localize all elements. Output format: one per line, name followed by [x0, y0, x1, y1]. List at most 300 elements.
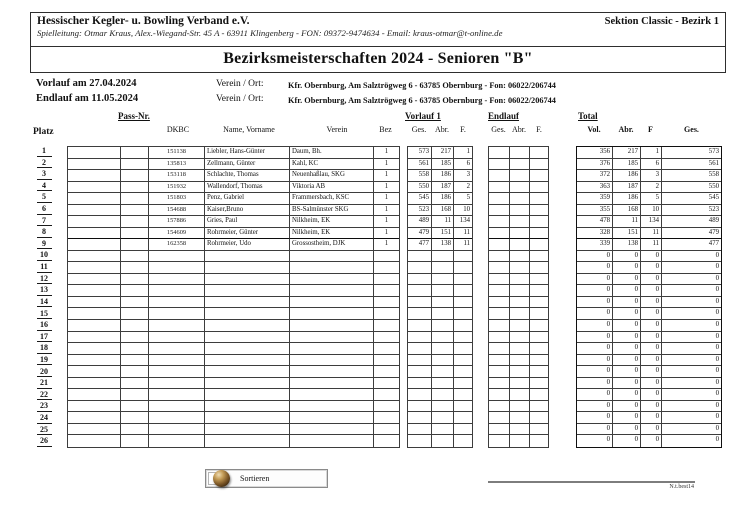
- cell-vorlauf-f: [454, 401, 472, 413]
- cell-endlauf-abr: [510, 412, 530, 424]
- cell-total-ges: 0: [662, 320, 721, 332]
- cell-vorlauf-abr: 11: [432, 216, 454, 228]
- cell-endlauf-abr: [510, 193, 530, 205]
- header-box: [30, 12, 726, 73]
- table-row: [30, 262, 58, 274]
- cell-endlauf-f: [530, 159, 548, 171]
- table-row: [577, 355, 721, 367]
- footer-rule: [488, 481, 695, 483]
- cell-dkbc: [149, 401, 205, 413]
- cell-total-f: 0: [641, 274, 662, 286]
- cell-total-abr: 0: [613, 285, 641, 297]
- cell-bez: [374, 366, 399, 378]
- cell-vorlauf-f: 11: [454, 228, 472, 240]
- table-row: [577, 182, 721, 194]
- cell-vorlauf-ges: 558: [408, 170, 432, 182]
- col-header-vorlauf-f: F.: [460, 125, 466, 134]
- cell-total-f: 0: [641, 308, 662, 320]
- platz-cell: 23: [37, 401, 52, 412]
- entry-box-1: [68, 274, 121, 286]
- cell-total-vol: 0: [577, 308, 613, 320]
- cell-vorlauf-ges: [408, 308, 432, 320]
- cell-vorlauf-f: [454, 435, 472, 447]
- entry-box-2: [121, 147, 149, 159]
- entry-box-2: [121, 389, 149, 401]
- cell-endlauf-f: [530, 251, 548, 263]
- table-row: [408, 343, 472, 355]
- cell-endlauf-f: [530, 193, 548, 205]
- table-row: [489, 401, 548, 413]
- table-row: [408, 170, 472, 182]
- table-row: [408, 320, 472, 332]
- cell-total-vol: 0: [577, 274, 613, 286]
- cell-endlauf-abr: [510, 401, 530, 413]
- entry-box-1: [68, 366, 121, 378]
- table-row: [68, 251, 399, 263]
- cell-total-vol: 372: [577, 170, 613, 182]
- cell-verein: [290, 274, 374, 286]
- table-row: [30, 343, 58, 355]
- cell-verein: [290, 378, 374, 390]
- cell-total-abr: 11: [613, 216, 641, 228]
- cell-endlauf-ges: [489, 205, 510, 217]
- cell-total-ges: 0: [662, 424, 721, 436]
- cell-verein: [290, 308, 374, 320]
- cell-total-vol: 0: [577, 378, 613, 390]
- table-row: [408, 205, 472, 217]
- cell-total-abr: 186: [613, 193, 641, 205]
- cell-total-abr: 0: [613, 424, 641, 436]
- table-row: [408, 239, 472, 251]
- cell-total-vol: 356: [577, 147, 613, 159]
- cell-endlauf-ges: [489, 182, 510, 194]
- entry-box-1: [68, 216, 121, 228]
- cell-total-f: 0: [641, 424, 662, 436]
- cell-endlauf-abr: [510, 274, 530, 286]
- cell-vorlauf-abr: 151: [432, 228, 454, 240]
- cell-endlauf-abr: [510, 216, 530, 228]
- table-row: [577, 147, 721, 159]
- cell-vorlauf-abr: 185: [432, 159, 454, 171]
- cell-vorlauf-abr: 217: [432, 147, 454, 159]
- cell-endlauf-ges: [489, 159, 510, 171]
- cell-endlauf-abr: [510, 378, 530, 390]
- table-row: [577, 320, 721, 332]
- cell-bez: 1: [374, 147, 399, 159]
- col-header-vorlauf-abr: Abr.: [435, 125, 449, 134]
- cell-bez: [374, 308, 399, 320]
- vorlauf-info-row: [30, 78, 726, 92]
- table-row: [68, 216, 399, 228]
- table-row: [68, 193, 399, 205]
- cell-total-abr: 0: [613, 308, 641, 320]
- col-header-endlauf-ges: Ges.: [491, 125, 506, 134]
- cell-endlauf-abr: [510, 228, 530, 240]
- cell-name: Schlachte, Thomas: [205, 170, 290, 182]
- cell-total-f: 1: [641, 147, 662, 159]
- sort-button-label: Sortieren: [240, 474, 270, 483]
- col-group-endlauf: Endlauf: [488, 111, 520, 121]
- table-row: [68, 424, 399, 436]
- cell-endlauf-abr: [510, 332, 530, 344]
- table-row: [489, 412, 548, 424]
- cell-total-ges: 0: [662, 355, 721, 367]
- cell-vorlauf-f: 11: [454, 239, 472, 251]
- cell-total-abr: 0: [613, 435, 641, 447]
- cell-total-ges: 0: [662, 378, 721, 390]
- cell-endlauf-ges: [489, 216, 510, 228]
- table-row: [30, 204, 58, 216]
- cell-endlauf-ges: [489, 412, 510, 424]
- entry-box-1: [68, 251, 121, 263]
- cell-endlauf-f: [530, 320, 548, 332]
- cell-total-abr: 151: [613, 228, 641, 240]
- cell-endlauf-ges: [489, 355, 510, 367]
- table-row: [577, 297, 721, 309]
- cell-vorlauf-abr: [432, 435, 454, 447]
- entry-box-2: [121, 332, 149, 344]
- table-row: [577, 216, 721, 228]
- cell-name: [205, 378, 290, 390]
- verein-ort-label: Verein / Ort:: [216, 94, 264, 104]
- table-row: [489, 343, 548, 355]
- sektion-label: Sektion Classic - Bezirk 1: [604, 16, 719, 27]
- entry-box-2: [121, 170, 149, 182]
- cell-total-f: 5: [641, 193, 662, 205]
- cell-endlauf-ges: [489, 228, 510, 240]
- table-row: [68, 343, 399, 355]
- table-row: [489, 170, 548, 182]
- cell-total-f: 3: [641, 170, 662, 182]
- cell-endlauf-f: [530, 355, 548, 367]
- entry-box-2: [121, 228, 149, 240]
- platz-cell: 10: [37, 250, 52, 261]
- col-header-name: Name, Vorname: [223, 125, 275, 134]
- entry-box-1: [68, 297, 121, 309]
- platz-column: [30, 146, 58, 448]
- entry-box-1: [68, 159, 121, 171]
- col-group-vorlauf: Vorlauf 1: [405, 111, 441, 121]
- table-row: [30, 285, 58, 297]
- cell-vorlauf-f: [454, 424, 472, 436]
- cell-bez: 1: [374, 193, 399, 205]
- cell-total-f: 10: [641, 205, 662, 217]
- platz-cell: 16: [37, 320, 52, 331]
- table-row: [577, 239, 721, 251]
- cell-endlauf-ges: [489, 308, 510, 320]
- platz-cell: 5: [37, 192, 52, 203]
- entry-box-1: [68, 147, 121, 159]
- cell-endlauf-ges: [489, 285, 510, 297]
- cell-vorlauf-abr: 186: [432, 193, 454, 205]
- cell-name: Gries, Paul: [205, 216, 290, 228]
- platz-cell: 12: [37, 274, 52, 285]
- cell-endlauf-f: [530, 424, 548, 436]
- cell-vorlauf-abr: [432, 308, 454, 320]
- spielleitung-line: Spielleitung: Otmar Kraus, Alex.-Wiegand-Str. 45 A - 63911 Klingenberg - FON: 09372-9474634 - Email: kraus-otmar@t-online.de: [37, 28, 503, 38]
- cell-vorlauf-abr: [432, 412, 454, 424]
- cell-endlauf-abr: [510, 251, 530, 263]
- table-row: [489, 297, 548, 309]
- cell-total-f: 0: [641, 251, 662, 263]
- cell-vorlauf-abr: 186: [432, 170, 454, 182]
- cell-total-vol: 0: [577, 412, 613, 424]
- cell-endlauf-f: [530, 274, 548, 286]
- entry-box-2: [121, 205, 149, 217]
- table-row: [30, 297, 58, 309]
- cell-vorlauf-ges: [408, 424, 432, 436]
- cell-endlauf-f: [530, 285, 548, 297]
- table-row: [489, 251, 548, 263]
- entry-box-2: [121, 239, 149, 251]
- cell-vorlauf-f: [454, 320, 472, 332]
- cell-endlauf-f: [530, 216, 548, 228]
- entry-box-2: [121, 274, 149, 286]
- cell-vorlauf-f: 5: [454, 193, 472, 205]
- cell-endlauf-ges: [489, 274, 510, 286]
- cell-verein: [290, 366, 374, 378]
- cell-dkbc: 153118: [149, 170, 205, 182]
- table-row: [30, 425, 58, 437]
- endlauf-info-row: [30, 93, 726, 107]
- cell-vorlauf-f: 1: [454, 147, 472, 159]
- platz-cell: 24: [37, 413, 52, 424]
- cell-total-f: 2: [641, 182, 662, 194]
- cell-vorlauf-abr: [432, 355, 454, 367]
- cell-bez: 1: [374, 170, 399, 182]
- cell-vorlauf-abr: [432, 262, 454, 274]
- entry-box-2: [121, 285, 149, 297]
- cell-vorlauf-ges: [408, 343, 432, 355]
- table-row: [68, 159, 399, 171]
- cell-endlauf-ges: [489, 401, 510, 413]
- cell-name: [205, 401, 290, 413]
- cell-total-ges: 0: [662, 401, 721, 413]
- cell-total-ges: 477: [662, 239, 721, 251]
- entry-box-2: [121, 251, 149, 263]
- cell-total-vol: 0: [577, 435, 613, 447]
- cell-vorlauf-ges: 477: [408, 239, 432, 251]
- table-row: [408, 435, 472, 447]
- cell-vorlauf-f: [454, 355, 472, 367]
- cell-endlauf-ges: [489, 170, 510, 182]
- table-row: [408, 262, 472, 274]
- table-row: [68, 389, 399, 401]
- cell-vorlauf-f: 2: [454, 182, 472, 194]
- table-row: [489, 389, 548, 401]
- table-row: [30, 367, 58, 379]
- cell-name: Penz, Gabriel: [205, 193, 290, 205]
- table-row: [68, 239, 399, 251]
- cell-vorlauf-abr: [432, 297, 454, 309]
- cell-total-f: 0: [641, 401, 662, 413]
- cell-dkbc: [149, 274, 205, 286]
- cell-dkbc: [149, 412, 205, 424]
- table-row: [68, 274, 399, 286]
- cell-total-f: 11: [641, 239, 662, 251]
- cell-total-vol: 0: [577, 320, 613, 332]
- table-row: [408, 159, 472, 171]
- cell-bez: 1: [374, 239, 399, 251]
- table-row: [577, 193, 721, 205]
- cell-endlauf-abr: [510, 424, 530, 436]
- table-row: [30, 158, 58, 170]
- cell-dkbc: [149, 285, 205, 297]
- table-row: [489, 262, 548, 274]
- cell-total-ges: 523: [662, 205, 721, 217]
- table-row: [577, 308, 721, 320]
- cell-vorlauf-ges: [408, 297, 432, 309]
- cell-vorlauf-ges: [408, 320, 432, 332]
- col-group-pass-nr: Pass-Nr.: [118, 111, 150, 121]
- table-row: [489, 332, 548, 344]
- cell-bez: [374, 262, 399, 274]
- table-row: [408, 193, 472, 205]
- table-row: [577, 205, 721, 217]
- cell-verein: [290, 343, 374, 355]
- entry-box-1: [68, 412, 121, 424]
- cell-bez: 1: [374, 216, 399, 228]
- cell-total-abr: 0: [613, 332, 641, 344]
- entry-box-1: [68, 320, 121, 332]
- cell-endlauf-ges: [489, 378, 510, 390]
- col-header-bez: Bez: [379, 125, 392, 134]
- cell-vorlauf-abr: [432, 285, 454, 297]
- cell-vorlauf-abr: [432, 366, 454, 378]
- endlauf-date-label: Endlauf am 11.05.2024: [36, 93, 139, 104]
- entry-box-2: [121, 401, 149, 413]
- cell-vorlauf-f: [454, 274, 472, 286]
- cell-name: [205, 262, 290, 274]
- table-row: [489, 285, 548, 297]
- cell-total-ges: 558: [662, 170, 721, 182]
- cell-total-f: 0: [641, 435, 662, 447]
- platz-cell: 22: [37, 390, 52, 401]
- cell-name: Liebler, Hans-Günter: [205, 147, 290, 159]
- cell-verein: Nilkheim, EK: [290, 216, 374, 228]
- cell-total-f: 6: [641, 159, 662, 171]
- cell-dkbc: [149, 424, 205, 436]
- cell-total-abr: 0: [613, 320, 641, 332]
- cell-endlauf-abr: [510, 343, 530, 355]
- cell-name: [205, 435, 290, 447]
- entry-box-2: [121, 435, 149, 447]
- cell-endlauf-ges: [489, 332, 510, 344]
- cell-dkbc: [149, 251, 205, 263]
- cell-vorlauf-ges: 550: [408, 182, 432, 194]
- platz-cell: 8: [37, 227, 52, 238]
- cell-name: [205, 424, 290, 436]
- table-row: [577, 285, 721, 297]
- table-row: [68, 355, 399, 367]
- cell-vorlauf-f: [454, 251, 472, 263]
- table-row: [489, 228, 548, 240]
- entry-box-2: [121, 343, 149, 355]
- table-row: [68, 170, 399, 182]
- table-row: [408, 216, 472, 228]
- cell-dkbc: 162358: [149, 239, 205, 251]
- cell-name: Zellmann, Günter: [205, 159, 290, 171]
- cell-bez: [374, 355, 399, 367]
- cell-name: Wallendorf, Thomas: [205, 182, 290, 194]
- entry-box-2: [121, 355, 149, 367]
- table-row: [577, 389, 721, 401]
- cell-vorlauf-abr: 187: [432, 182, 454, 194]
- col-header-total-f: F: [648, 125, 653, 134]
- cell-vorlauf-f: [454, 262, 472, 274]
- cell-bez: [374, 389, 399, 401]
- platz-cell: 9: [37, 239, 52, 250]
- cell-dkbc: [149, 320, 205, 332]
- cell-total-abr: 0: [613, 389, 641, 401]
- cell-total-ges: 0: [662, 366, 721, 378]
- cell-total-abr: 186: [613, 170, 641, 182]
- table-row: [577, 366, 721, 378]
- cell-dkbc: [149, 435, 205, 447]
- platz-cell: 4: [37, 181, 52, 192]
- cell-verein: [290, 389, 374, 401]
- cell-dkbc: [149, 262, 205, 274]
- cell-vorlauf-ges: [408, 262, 432, 274]
- entry-box-1: [68, 285, 121, 297]
- sort-button[interactable]: [205, 469, 328, 488]
- table-row: [30, 181, 58, 193]
- table-row: [68, 320, 399, 332]
- cell-verein: [290, 285, 374, 297]
- table-row: [408, 182, 472, 194]
- table-row: [489, 239, 548, 251]
- cell-endlauf-f: [530, 435, 548, 447]
- cell-total-vol: 0: [577, 262, 613, 274]
- table-row: [30, 192, 58, 204]
- cell-total-abr: 0: [613, 251, 641, 263]
- cell-total-vol: 0: [577, 343, 613, 355]
- cell-bez: [374, 251, 399, 263]
- platz-cell: 17: [37, 332, 52, 343]
- cell-total-vol: 328: [577, 228, 613, 240]
- cell-vorlauf-f: [454, 285, 472, 297]
- cell-vorlauf-abr: 138: [432, 239, 454, 251]
- cell-vorlauf-f: [454, 332, 472, 344]
- cell-total-abr: 0: [613, 378, 641, 390]
- cell-vorlauf-ges: 479: [408, 228, 432, 240]
- entry-box-2: [121, 378, 149, 390]
- cell-total-abr: 0: [613, 343, 641, 355]
- cell-total-f: 0: [641, 332, 662, 344]
- cell-vorlauf-abr: [432, 389, 454, 401]
- cell-total-ges: 0: [662, 251, 721, 263]
- cell-bez: [374, 412, 399, 424]
- cell-dkbc: [149, 366, 205, 378]
- cell-vorlauf-f: [454, 389, 472, 401]
- cell-vorlauf-ges: [408, 285, 432, 297]
- cell-name: [205, 389, 290, 401]
- table-row: [408, 366, 472, 378]
- cell-dkbc: 151932: [149, 182, 205, 194]
- cell-total-f: 11: [641, 228, 662, 240]
- cell-vorlauf-f: [454, 297, 472, 309]
- table-row: [30, 146, 58, 158]
- entry-table: [67, 146, 400, 448]
- table-row: [30, 216, 58, 228]
- cell-vorlauf-f: [454, 366, 472, 378]
- cell-endlauf-ges: [489, 262, 510, 274]
- cell-endlauf-f: [530, 378, 548, 390]
- table-row: [408, 378, 472, 390]
- table-row: [408, 412, 472, 424]
- col-header-total-ges: Ges.: [684, 125, 699, 134]
- cell-endlauf-abr: [510, 389, 530, 401]
